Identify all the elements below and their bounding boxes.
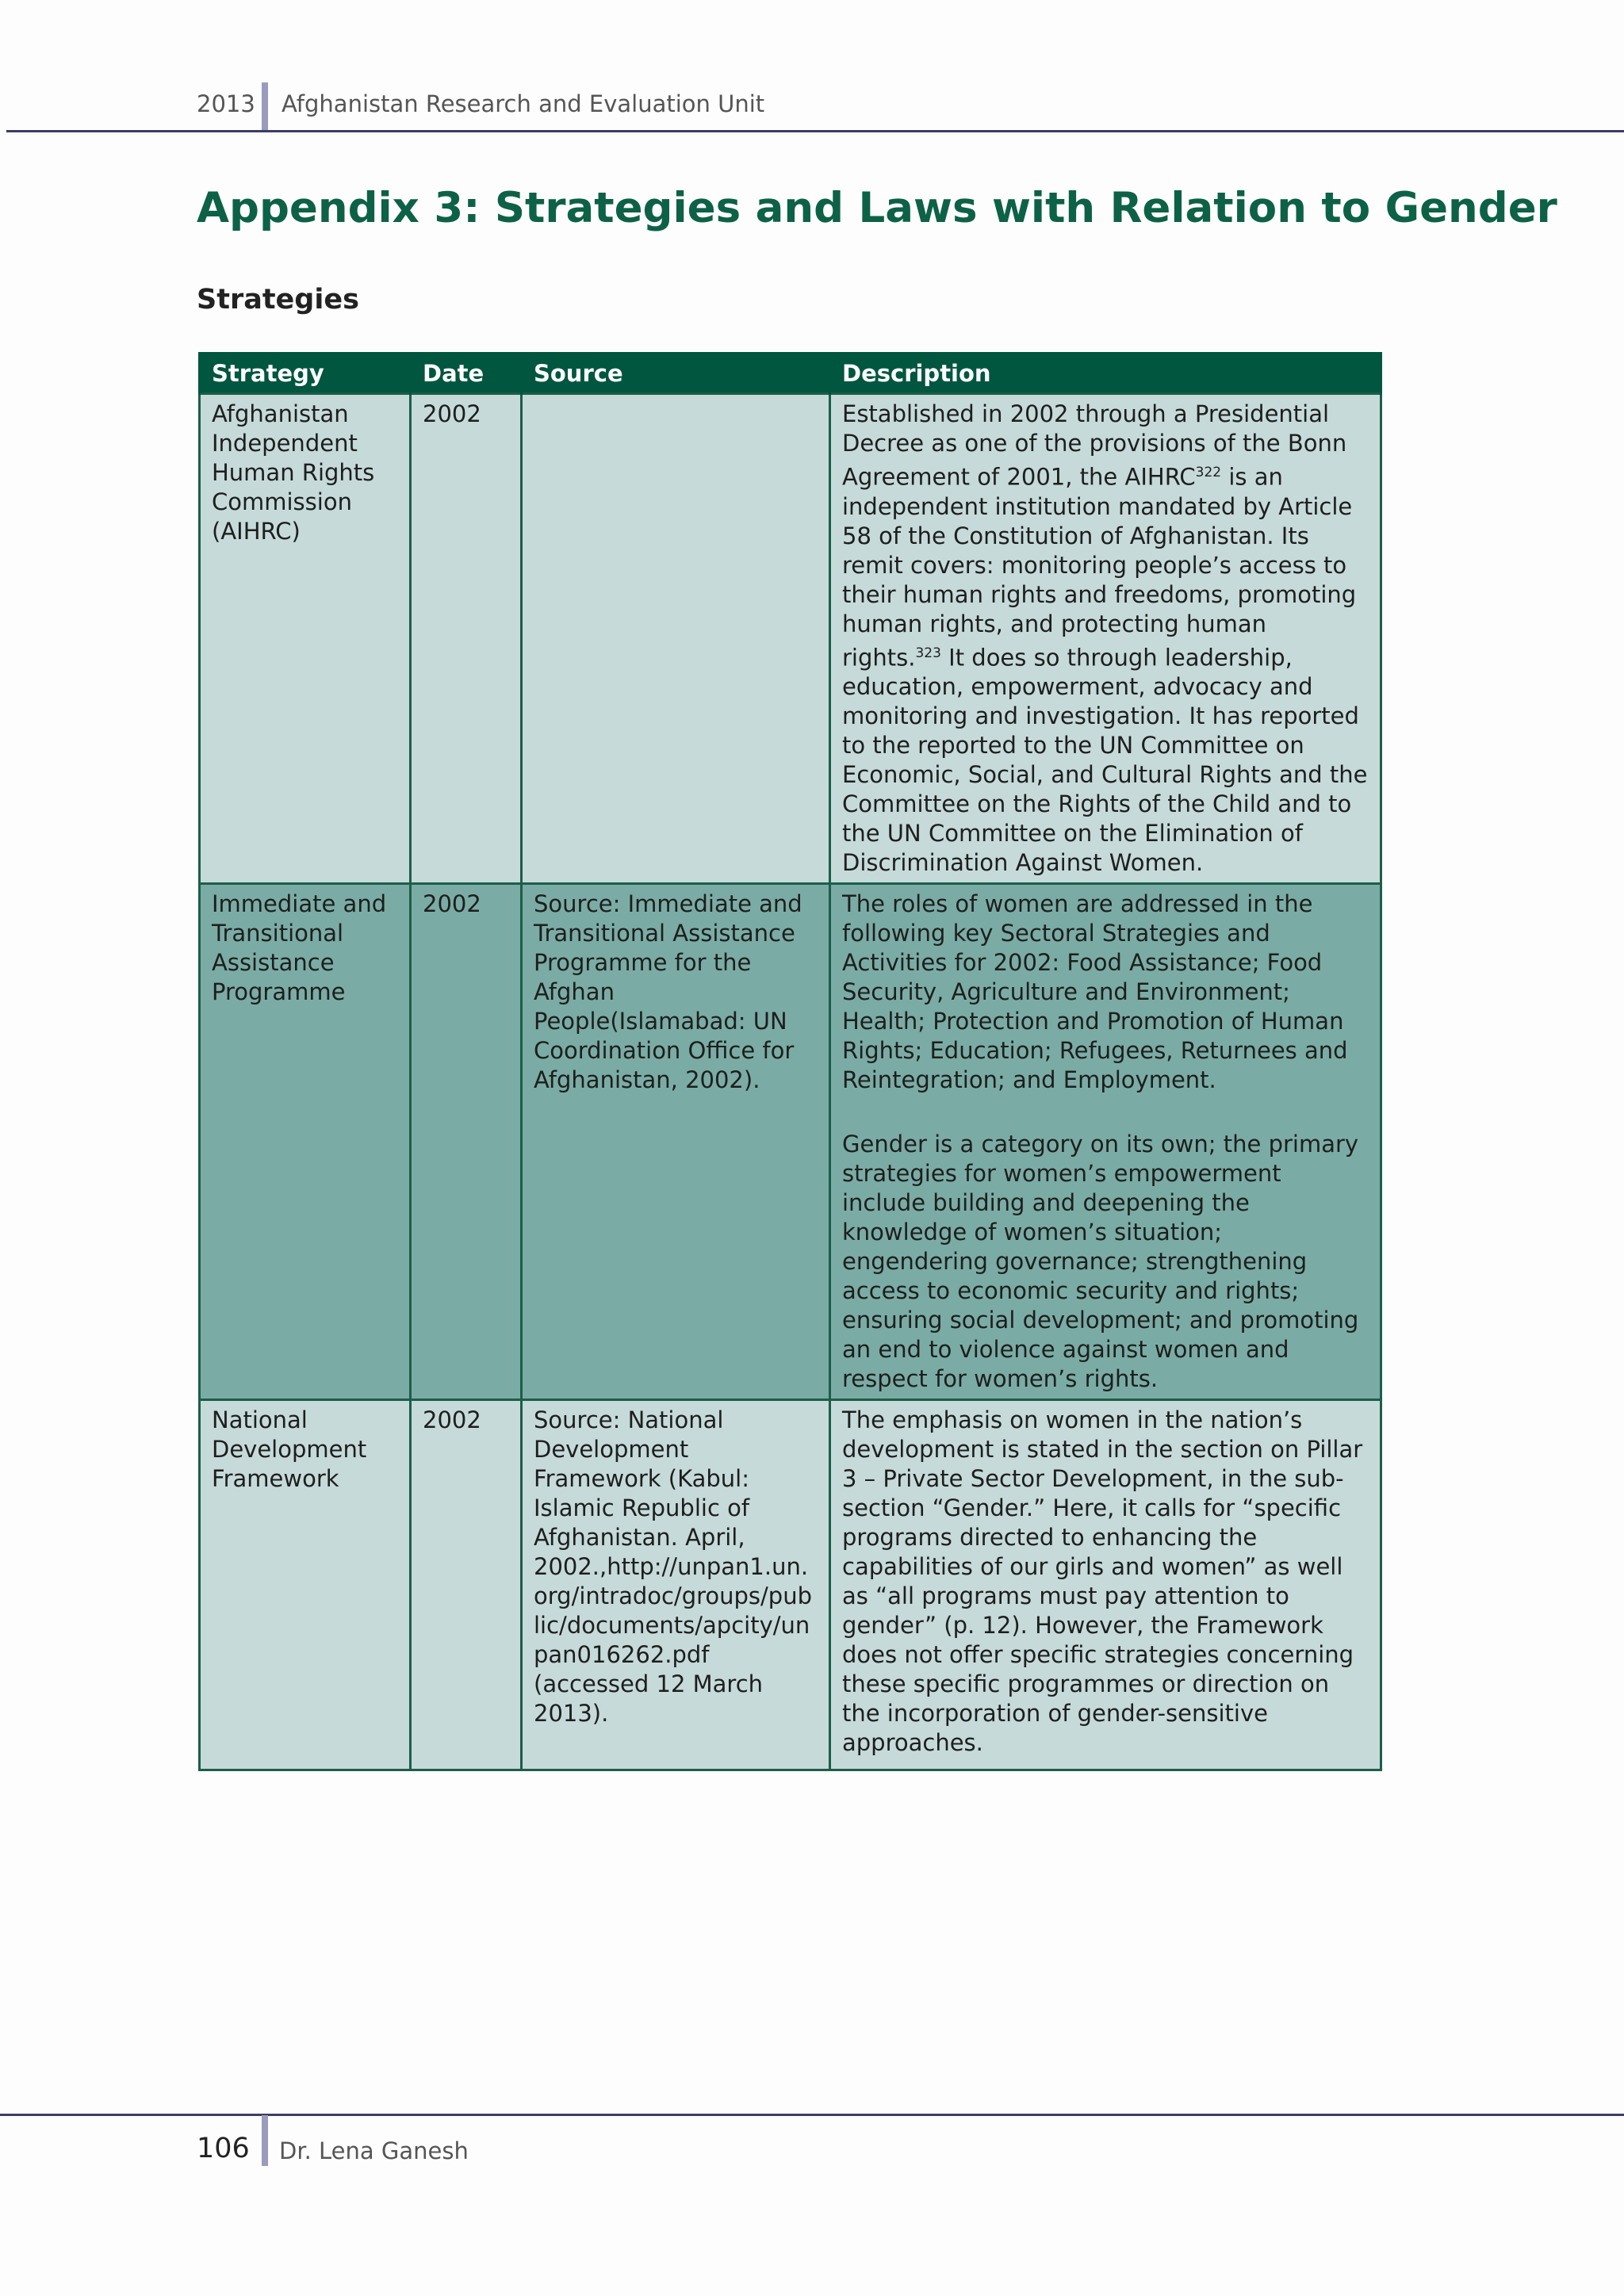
page-title: Appendix 3: Strategies and Laws with Relation to Gender bbox=[197, 184, 1557, 232]
table-row bbox=[200, 884, 1381, 1400]
description-text: It does so through leadership, education, empowerment, advocacy and monitoring and investigation. It has reported to the reported to the UN Committee on Economic, Social, and Cultural Rights and the Committee on the Rights of the Child and to the UN Committee on the Elimination of Discrimination Against Women. bbox=[842, 644, 1368, 877]
footer-divider bbox=[262, 2115, 268, 2166]
description-cell: The emphasis on women in the nation’s development is stated in the section on Pillar 3 – Private Sector Development, in the sub-section “Gender.” Here, it calls for “specific programs directed to enhancing the capabilities of our girls and women” as well as “all programs must pay attention to gender” (p. 12). However, the Framework does not offer specific strategies concerning these specific programmes or direction on the incorporation of gender-sensitive approaches. bbox=[830, 1400, 1381, 1770]
description-cell bbox=[830, 394, 1381, 884]
footnote-ref: 322 bbox=[1195, 465, 1222, 480]
description-text: Established in 2002 through a Presidential Decree as one of the provisions of the Bonn Agreement of 2001, the AIHRC bbox=[842, 400, 1347, 491]
header-organization: Afghanistan Research and Evaluation Unit bbox=[282, 90, 765, 117]
column-header-source: Source bbox=[522, 352, 830, 394]
strategies-table bbox=[198, 352, 1382, 1771]
source-cell: Source: Immediate and Transitional Assistance Programme for the Afghan People(Islamabad: UN Coordination Office for Afghanistan, 2002). bbox=[522, 884, 830, 1400]
table-row bbox=[200, 394, 1381, 884]
source-cell: Source: National Development Framework (Kabul: Islamic Republic of Afghanistan. April, 2002.,http://unpan1.un.org/intradoc/groups/public/documents/apcity/unpan016262.pdf (accessed 12 March 2013). bbox=[522, 1400, 830, 1770]
strategy-cell: National Development Framework bbox=[200, 1400, 411, 1770]
header-year: 2013 bbox=[197, 90, 255, 117]
table-header-row bbox=[200, 352, 1381, 394]
date-cell: 2002 bbox=[411, 1400, 522, 1770]
footnote-ref: 323 bbox=[915, 645, 941, 661]
column-header-date: Date bbox=[411, 352, 522, 394]
description-text: is an independent institution mandated by Article 58 of the Constitution of Afghanistan. Its remit covers: monitoring people’s access to their human rights and freedoms, promoting human rights, and protecting human rights. bbox=[842, 463, 1357, 672]
source-cell bbox=[522, 394, 830, 884]
description-cell bbox=[830, 884, 1381, 1400]
footer-rule bbox=[0, 2114, 1624, 2116]
description-paragraph: The roles of women are addressed in the following key Sectoral Strategies and Activities for 2002: Food Assistance; Food Security, Agriculture and Environment; Health; Protection and Promotion of Human Rights; Education; Refugees, Returnees and Reintegration; and Employment. bbox=[842, 890, 1348, 1094]
column-header-strategy: Strategy bbox=[200, 352, 411, 394]
strategy-cell: Immediate and Transitional Assistance Programme bbox=[200, 884, 411, 1400]
description-paragraph: Gender is a category on its own; the primary strategies for women’s empowerment include building and deepening the knowledge of women’s situation; engendering governance; strengthening access to economic security and rights; ensuring social development; and promoting an end to violence against women and respect for women’s rights. bbox=[842, 1131, 1359, 1393]
section-heading: Strategies bbox=[197, 284, 359, 316]
header-rule bbox=[6, 130, 1624, 132]
table-row bbox=[200, 1400, 1381, 1770]
date-cell: 2002 bbox=[411, 394, 522, 884]
page-number: 106 bbox=[197, 2133, 250, 2164]
footer-author: Dr. Lena Ganesh bbox=[279, 2137, 469, 2164]
header-divider bbox=[262, 82, 268, 132]
strategy-cell: Afghanistan Independent Human Rights Commission (AIHRC) bbox=[200, 394, 411, 884]
column-header-description: Description bbox=[830, 352, 1381, 394]
date-cell: 2002 bbox=[411, 884, 522, 1400]
